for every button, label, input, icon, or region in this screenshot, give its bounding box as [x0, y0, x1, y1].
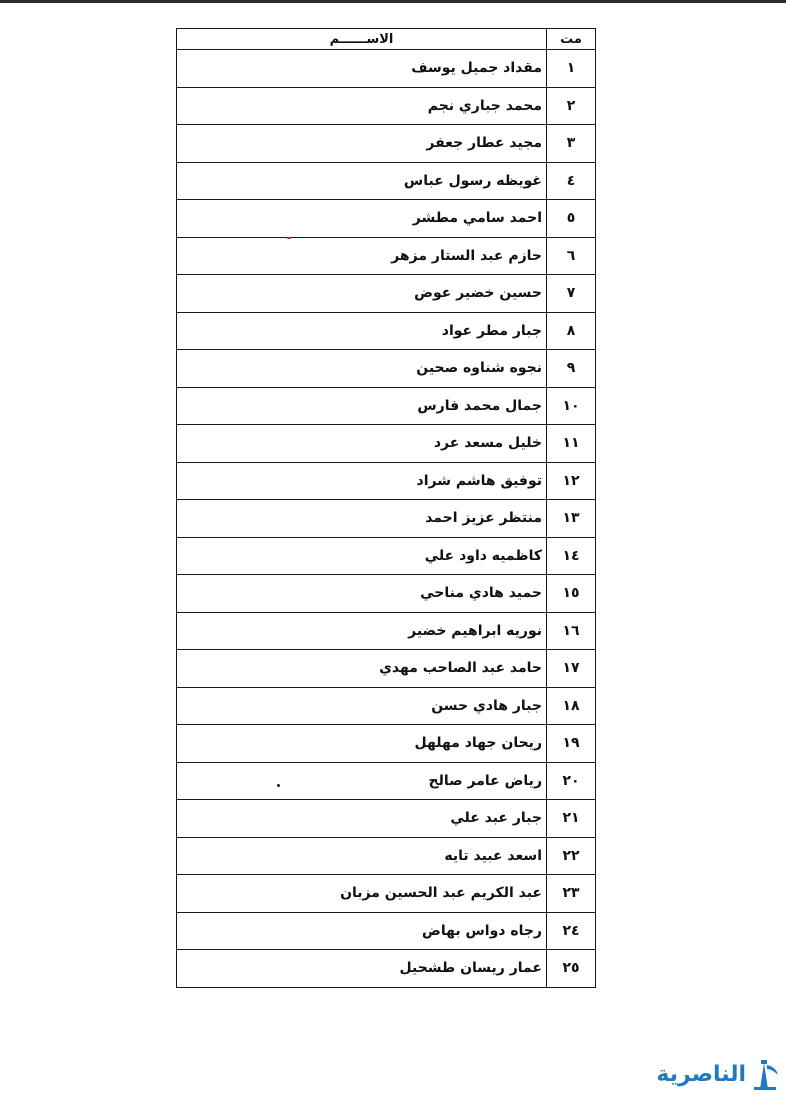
- row-number: ١٩: [547, 725, 596, 763]
- row-number: ٢١: [547, 800, 596, 838]
- watermark-logo: [650, 1054, 780, 1094]
- table-row: [177, 800, 596, 838]
- row-number: ٨: [547, 312, 596, 350]
- table-row: [177, 537, 596, 575]
- table-row: [177, 462, 596, 500]
- table-row: [177, 687, 596, 725]
- header-name: الاســــــم: [177, 29, 547, 50]
- row-name: رياض عامر صالح: [177, 762, 547, 800]
- row-name: خليل مسعد عرد: [177, 425, 547, 463]
- table-row: [177, 575, 596, 613]
- row-number: ١: [547, 50, 596, 88]
- table-row: [177, 837, 596, 875]
- watermark-text: الناصرية: [656, 1061, 746, 1087]
- table-row: [177, 500, 596, 538]
- table-row: [177, 387, 596, 425]
- row-number: ٢٤: [547, 912, 596, 950]
- scan-speck: [287, 237, 291, 239]
- row-name: جبار هادي حسن: [177, 687, 547, 725]
- row-number: ١٧: [547, 650, 596, 688]
- table-row: [177, 312, 596, 350]
- table-row: [177, 875, 596, 913]
- table-row: [177, 275, 596, 313]
- table-row: [177, 612, 596, 650]
- header-number: مت: [547, 29, 596, 50]
- row-number: ١٨: [547, 687, 596, 725]
- row-number: ١٣: [547, 500, 596, 538]
- table-body: [177, 50, 596, 988]
- row-name: منتظر عزيز احمد: [177, 500, 547, 538]
- lighthouse-icon: [750, 1057, 780, 1091]
- table-row: [177, 200, 596, 238]
- row-number: ١١: [547, 425, 596, 463]
- row-number: ٤: [547, 162, 596, 200]
- table-row: [177, 350, 596, 388]
- table-row: [177, 162, 596, 200]
- table-row: [177, 912, 596, 950]
- row-number: ٩: [547, 350, 596, 388]
- row-name: جبار مطر عواد: [177, 312, 547, 350]
- table-header-row: [177, 29, 596, 50]
- table-row: [177, 762, 596, 800]
- row-number: ٢٣: [547, 875, 596, 913]
- table-row: [177, 950, 596, 988]
- row-number: ٢٢: [547, 837, 596, 875]
- row-name: جبار عبد علي: [177, 800, 547, 838]
- row-number: ١٢: [547, 462, 596, 500]
- names-table: [176, 28, 596, 988]
- row-number: ٢٠: [547, 762, 596, 800]
- top-border-line: [0, 0, 786, 3]
- row-number: ١٦: [547, 612, 596, 650]
- row-name: حازم عبد الستار مزهر: [177, 237, 547, 275]
- row-number: ١٠: [547, 387, 596, 425]
- row-number: ٢: [547, 87, 596, 125]
- table-row: [177, 237, 596, 275]
- row-number: ٣: [547, 125, 596, 163]
- table-row: [177, 425, 596, 463]
- row-name: حامد عبد الصاحب مهدي: [177, 650, 547, 688]
- table-row: [177, 125, 596, 163]
- row-number: ٧: [547, 275, 596, 313]
- row-name: عمار ريسان طشحيل: [177, 950, 547, 988]
- row-name: ريحان جهاد مهلهل: [177, 725, 547, 763]
- row-name: مقداد جميل يوسف: [177, 50, 547, 88]
- table-row: [177, 50, 596, 88]
- scan-speck: [277, 784, 280, 787]
- row-name: عبد الكريم عبد الحسين مزبان: [177, 875, 547, 913]
- table-row: [177, 650, 596, 688]
- row-name: محمد جباري نجم: [177, 87, 547, 125]
- row-number: ٦: [547, 237, 596, 275]
- row-name: احمد سامي مطشر: [177, 200, 547, 238]
- row-name: توفيق هاشم شراد: [177, 462, 547, 500]
- row-number: ٢٥: [547, 950, 596, 988]
- table-row: [177, 87, 596, 125]
- row-number: ١٥: [547, 575, 596, 613]
- row-name: نجوه شناوه صحين: [177, 350, 547, 388]
- row-name: حميد هادي مناحي: [177, 575, 547, 613]
- row-number: ٥: [547, 200, 596, 238]
- row-name: جمال محمد فارس: [177, 387, 547, 425]
- row-number: ١٤: [547, 537, 596, 575]
- row-name: مجيد عطار جعفر: [177, 125, 547, 163]
- table-row: [177, 725, 596, 763]
- row-name: نوريه ابراهيم خضير: [177, 612, 547, 650]
- row-name: اسعد عبيد تايه: [177, 837, 547, 875]
- row-name: حسين خضير عوض: [177, 275, 547, 313]
- row-name: رجاه دواس بهاض: [177, 912, 547, 950]
- row-name: غويظه رسول عباس: [177, 162, 547, 200]
- row-name: كاظميه داود علي: [177, 537, 547, 575]
